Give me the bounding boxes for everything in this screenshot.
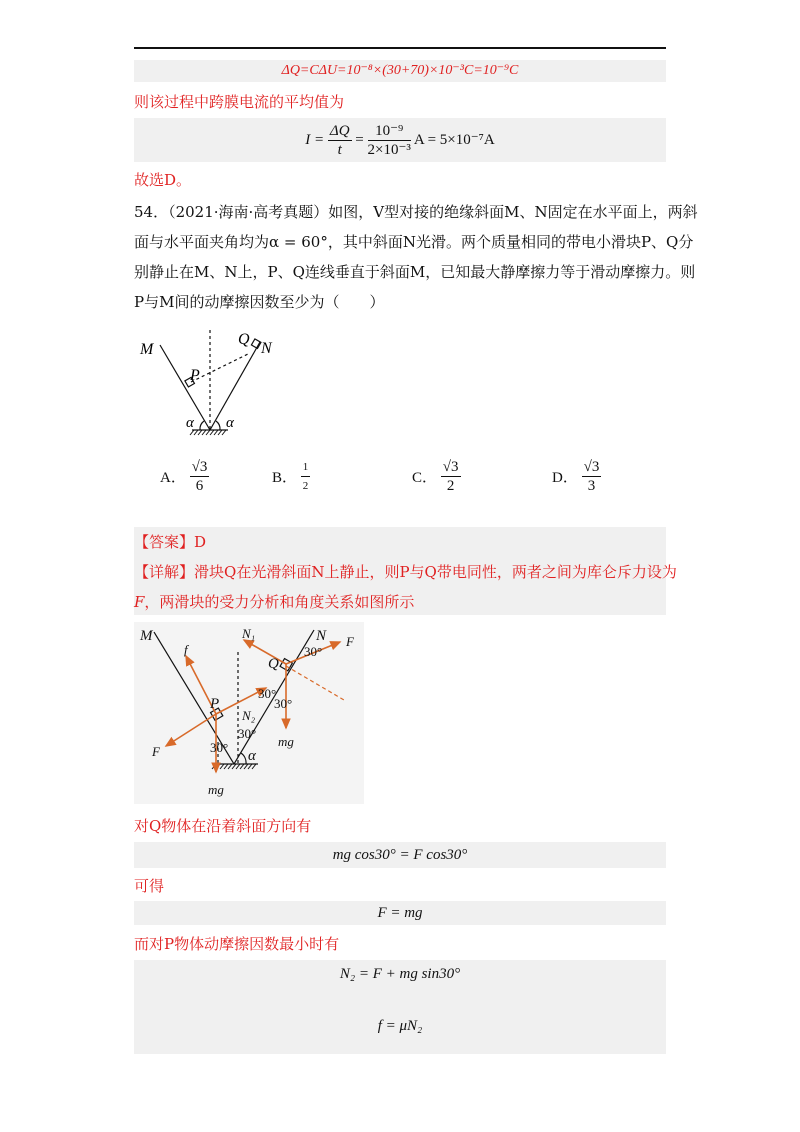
fig2-label-f: f bbox=[184, 642, 188, 657]
fig2-label-alpha: α bbox=[248, 748, 256, 764]
detail-text-2: ，两滑块的受力分析和角度关系如图所示 bbox=[144, 593, 415, 611]
option-B-den: 2 bbox=[302, 480, 309, 492]
fig1-label-M: M bbox=[140, 341, 154, 358]
fig1-label-P: P bbox=[190, 367, 200, 384]
fig1-label-N: N bbox=[261, 340, 272, 357]
fig2-label-30-d: 30° bbox=[238, 726, 257, 741]
detail-tag: 【详解】 bbox=[134, 563, 195, 581]
answer-tag: 【答案】 bbox=[134, 533, 195, 551]
figure-v-slopes bbox=[134, 330, 284, 442]
option-C-den: 2 bbox=[446, 478, 455, 494]
fig2-label-N: N bbox=[316, 628, 327, 644]
option-C-frac bbox=[441, 458, 461, 495]
angle-arc-left bbox=[200, 421, 204, 430]
option-B-letter: B． bbox=[272, 470, 298, 486]
fig2-force-N1 bbox=[244, 640, 286, 664]
ground-hatch bbox=[190, 430, 226, 435]
frac1-den: t bbox=[337, 142, 342, 159]
slope-M-line bbox=[160, 345, 210, 430]
fig1-label-Q: Q bbox=[238, 331, 250, 348]
question-line-1: 54．（2021·海南·高考真题）如图，V型对接的绝缘斜面M、N固定在水平面上，两斜 bbox=[134, 203, 698, 221]
question-line-4: P与M间的动摩擦因数至少为（ ） bbox=[134, 293, 385, 311]
eq4: f = μN₂ bbox=[377, 1018, 423, 1034]
option-A-frac bbox=[190, 458, 210, 495]
slope-N-line bbox=[210, 342, 260, 430]
option-D-letter: D． bbox=[552, 470, 578, 486]
current-frac2 bbox=[368, 122, 411, 159]
option-B-frac bbox=[301, 458, 311, 495]
fig2-label-mg-Q: mg bbox=[278, 734, 294, 749]
step-2-text: 可得 bbox=[134, 877, 165, 895]
step-3-text: 而对P物体动摩擦因数最小时有 bbox=[134, 935, 340, 953]
fig1-label-alpha-left: α bbox=[186, 415, 194, 431]
fig2-label-F-left: F bbox=[152, 744, 160, 759]
frac2-den: 2×10⁻³ bbox=[367, 142, 411, 159]
detail-line-2 bbox=[134, 588, 414, 616]
eq3: N₂ = F + mg sin30° bbox=[339, 966, 461, 982]
detail-var-F: F bbox=[134, 593, 145, 611]
option-D-num: √3 bbox=[583, 459, 600, 475]
prev-answer: 故选D。 bbox=[134, 171, 192, 189]
current-frac1 bbox=[328, 122, 352, 159]
option-D-frac bbox=[582, 458, 602, 495]
angle-arc-right bbox=[216, 421, 220, 430]
top-equation: ΔQ=CΔU=10⁻⁸×(30+70)×10⁻³C=10⁻⁹C bbox=[281, 63, 519, 78]
option-A-den: 6 bbox=[195, 478, 204, 494]
fig2-label-P: P bbox=[210, 696, 220, 712]
current-equation bbox=[134, 121, 666, 159]
question-line-3: 别静止在M、N上，P、Q连线垂直于斜面M，已知最大静摩擦力等于滑动摩擦力。则 bbox=[134, 263, 696, 281]
fig2-label-N2: N₂ bbox=[242, 708, 256, 723]
question-line-2: 面与水平面夹角均为α = 60°，其中斜面N光滑。两个质量相同的带电小滑块P、Q分 bbox=[134, 233, 694, 251]
option-D[interactable] bbox=[552, 458, 601, 495]
option-C[interactable] bbox=[412, 458, 461, 495]
option-B[interactable] bbox=[272, 458, 310, 495]
option-C-num: √3 bbox=[442, 459, 459, 475]
answer-line bbox=[134, 528, 206, 556]
option-A[interactable] bbox=[160, 458, 209, 495]
eq1: mg cos30° = F cos30° bbox=[332, 847, 468, 863]
fig2-label-30-c: 30° bbox=[274, 696, 293, 711]
eq2: F = mg bbox=[377, 905, 423, 921]
fig2-label-F-right: F bbox=[346, 634, 354, 649]
detail-text-1: 滑块Q在光滑斜面N上静止，则P与Q带电同性，两者之间为库仑斥力设为 bbox=[194, 563, 677, 581]
option-A-letter: A． bbox=[160, 470, 186, 486]
fig2-label-N1: N₁ bbox=[242, 626, 256, 641]
option-C-letter: C． bbox=[412, 470, 438, 486]
fig2-ground-hatch bbox=[212, 764, 256, 769]
fig2-label-mg-P: mg bbox=[208, 782, 224, 797]
fig2-label-30-b: 30° bbox=[258, 686, 277, 701]
answer-value: D bbox=[194, 533, 207, 551]
option-B-num: 1 bbox=[301, 458, 311, 477]
fig2-angle-arc bbox=[241, 753, 246, 764]
fig2-force-F-left bbox=[166, 714, 216, 746]
fig2-extension-dashed bbox=[286, 666, 344, 700]
fig2-label-M: M bbox=[140, 628, 153, 644]
header-rule bbox=[134, 47, 666, 49]
figure-force-analysis bbox=[134, 622, 364, 804]
fig1-label-alpha-right: α bbox=[226, 415, 234, 431]
fig2-label-30-a: 30° bbox=[304, 644, 323, 659]
option-D-den: 3 bbox=[587, 478, 596, 494]
option-A-num: √3 bbox=[191, 459, 208, 475]
current-lhs: I = bbox=[305, 132, 325, 148]
fig2-label-Q: Q bbox=[268, 656, 279, 672]
frac1-num: ΔQ bbox=[329, 123, 350, 140]
current-eq-sign: = bbox=[355, 132, 364, 148]
detail-line-1 bbox=[134, 558, 677, 586]
frac2-num: 10⁻⁹ bbox=[368, 122, 411, 141]
current-rhs: A = 5×10⁻⁷A bbox=[413, 132, 495, 148]
intro-current: 则该过程中跨膜电流的平均值为 bbox=[134, 93, 345, 111]
step-1-text: 对Q物体在沿着斜面方向有 bbox=[134, 817, 312, 835]
fig2-label-30-e: 30° bbox=[210, 740, 229, 755]
